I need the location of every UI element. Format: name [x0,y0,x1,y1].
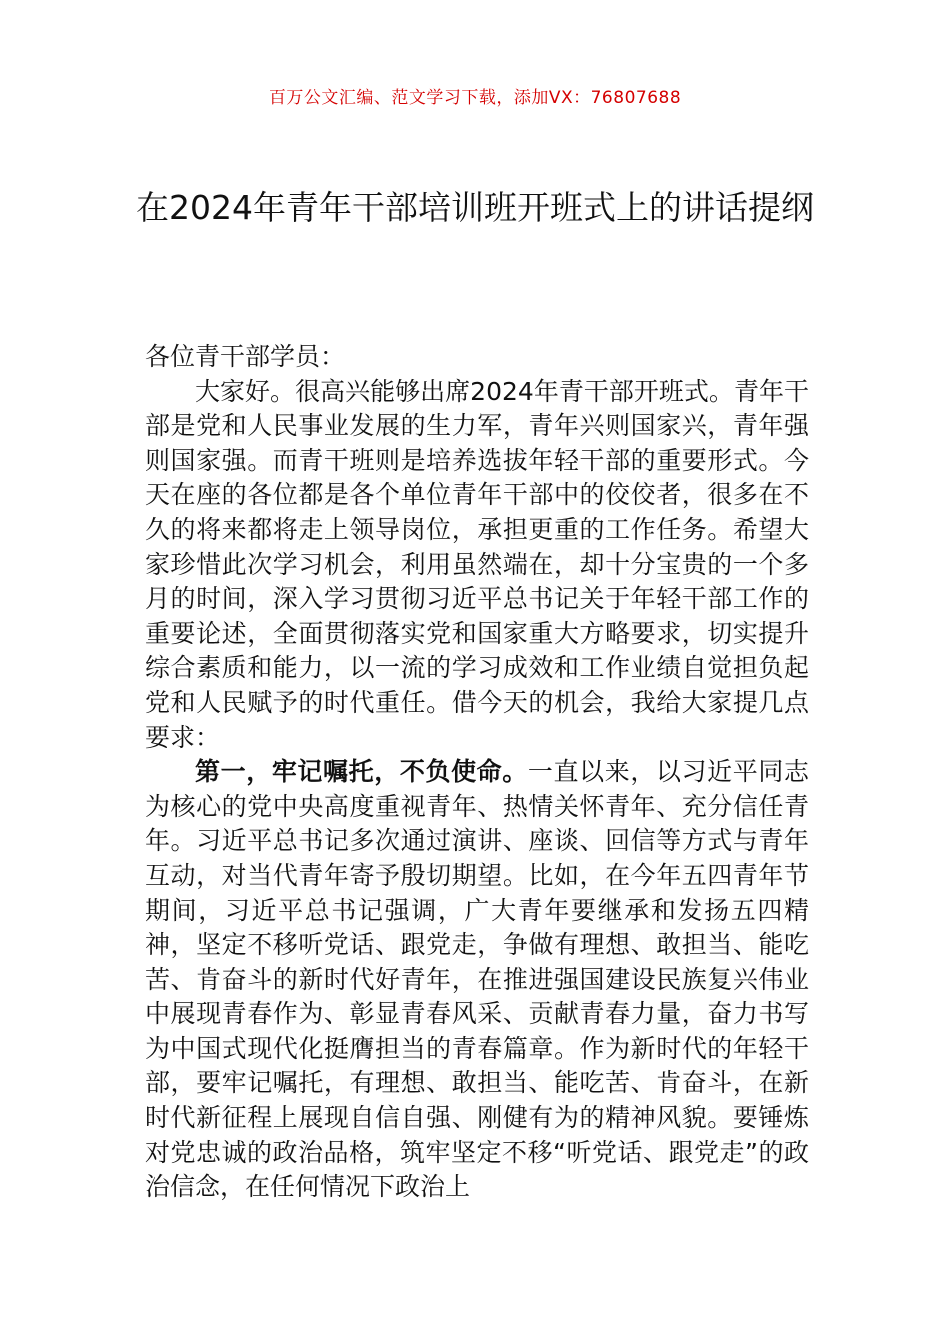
paragraph-2-text: 一直以来，以习近平同志为核心的党中央高度重视青年、热情关怀青年、充分信任青年。习近平总书记多次通过演讲、座谈、回信等方式与青年互动，对当代青年寄予殷切期望。比如，在今年五四青年节期间，习近平总书记强调，广大青年要继承和发扬五四精神，坚定不移听党话、跟党走，争做有理想、敢担当、能吃苦、肯奋斗的新时代好青年，在推进强国建设民族复兴伟业中展现青春作为、彰显青春风采、贡献青春力量，奋力书写为中国式现代化挺膺担当的青春篇章。作为新时代的年轻干部，要牢记嘱托，有理想、敢担当、能吃苦、肯奋斗，在新时代新征程上展现自信自强、刚健有为的精神风貌。要锤炼对党忠诚的政治品格，筑牢坚定不移“听党话、跟党走”的政治信念，在任何情况下政治上 [145,757,809,1202]
paragraph-2 [145,755,809,1205]
paragraph-2-lead: 第一，牢记嘱托，不负使命。 [195,757,528,787]
paragraph-1 [145,375,809,756]
document-title: 在2024年青年干部培训班开班式上的讲话提纲 [136,188,814,227]
header-note: 百万公文汇编、范文学习下载，添加VX：76807688 [268,88,682,108]
document-body [145,340,809,1205]
paragraph-1-text: 大家好。很高兴能够出席2024年青干部开班式。青年干部是党和人民事业发展的生力军，青年兴则国家兴，青年强则国家强。而青干班则是培养选拔年轻干部的重要形式。今天在座的各位都是各个单位青年干部中的佼佼者，很多在不久的将来都将走上领导岗位，承担更重的工作任务。希望大家珍惜此次学习机会，利用虽然端在，却十分宝贵的一个多月的时间，深入学习贯彻习近平总书记关于年轻干部工作的重要论述，全面贯彻落实党和国家重大方略要求，切实提升综合素质和能力，以一流的学习成效和工作业绩自觉担负起党和人民赋予的时代重任。借今天的机会，我给大家提几点要求： [145,376,809,752]
salutation: 各位青干部学员： [145,342,346,371]
